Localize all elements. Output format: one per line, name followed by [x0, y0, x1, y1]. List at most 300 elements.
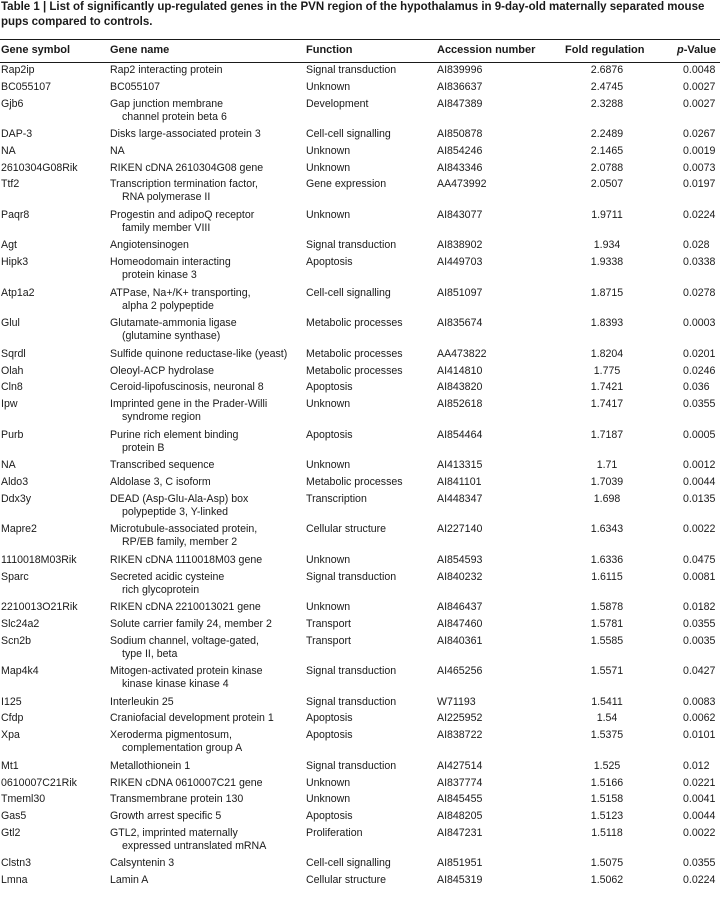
gene-name-line: RNA polymerase II — [122, 191, 211, 204]
gene-name-line: Imprinted gene in the Prader-Willi — [110, 398, 268, 411]
table-row — [0, 777, 720, 794]
p-value-cell: 0.012 — [683, 759, 710, 772]
gene-symbol-cell: Cfdp — [1, 712, 24, 725]
gene-name-cell — [110, 178, 258, 204]
gene-symbol-cell: Glul — [1, 317, 20, 330]
gene-name-cell — [110, 317, 237, 343]
table-row — [0, 571, 720, 602]
p-value-cell: 0.0224 — [683, 208, 716, 221]
fold-regulation-cell: 2.4745 — [590, 80, 624, 93]
gene-name-cell — [110, 493, 248, 519]
header-gene-name: Gene name — [110, 44, 170, 56]
table-row — [0, 618, 720, 635]
p-value-cell: 0.0081 — [683, 570, 716, 583]
gene-symbol-cell: Mapre2 — [1, 523, 37, 536]
gene-symbol-cell: Aldo3 — [1, 475, 29, 488]
function-cell: Cellular structure — [306, 874, 387, 887]
table-row — [0, 793, 720, 810]
fold-regulation-cell: 1.5571 — [590, 665, 624, 678]
gene-name-line: protein kinase 3 — [122, 269, 197, 282]
fold-regulation-cell: 1.6336 — [590, 553, 624, 566]
gene-name-line: Angiotensinogen — [110, 239, 189, 252]
gene-name-line: Purine rich element binding — [110, 428, 239, 441]
function-cell: Cell-cell signalling — [306, 286, 391, 299]
gene-name-cell — [110, 429, 238, 455]
accession-cell: AI837774 — [437, 776, 483, 789]
gene-name-line: Sulfide quinone reductase-like (yeast) — [110, 347, 288, 360]
table-row — [0, 810, 720, 827]
fold-regulation-cell: 1.5375 — [590, 729, 624, 742]
table-row — [0, 239, 720, 256]
fold-regulation-cell: 1.7421 — [590, 381, 624, 394]
function-cell: Development — [306, 97, 369, 110]
gene-name-line: GTL2, imprinted maternally — [110, 826, 238, 839]
gene-name-line: RIKEN cDNA 1110018M03 gene — [110, 553, 263, 566]
p-value-cell: 0.0197 — [683, 178, 716, 191]
function-cell: Signal transduction — [306, 759, 397, 772]
fold-regulation-cell: 2.0507 — [590, 178, 624, 191]
table-row — [0, 381, 720, 398]
function-cell: Apoptosis — [306, 256, 353, 269]
function-cell: Apoptosis — [306, 810, 353, 823]
gene-symbol-cell: Ipw — [1, 398, 18, 411]
function-cell: Transcription — [306, 492, 367, 505]
table-row — [0, 696, 720, 713]
function-cell: Transport — [306, 634, 351, 647]
gene-name-line: Solute carrier family 24, member 2 — [110, 617, 272, 630]
gene-symbol-cell: DAP-3 — [1, 128, 33, 141]
fold-regulation-cell: 1.6115 — [591, 570, 623, 583]
function-cell: Transport — [306, 617, 351, 630]
gene-name-line: Gap junction membrane — [110, 97, 224, 110]
function-cell: Metabolic processes — [306, 317, 403, 330]
accession-cell: AI414810 — [437, 364, 483, 377]
p-value-cell: 0.0182 — [683, 601, 716, 614]
table-row — [0, 64, 720, 81]
function-cell: Proliferation — [306, 826, 363, 839]
header-accession-number: Accession number — [437, 44, 536, 56]
gene-name-cell — [110, 162, 263, 175]
gene-name-line: Transcription termination factor, — [110, 178, 258, 191]
gene-name-cell — [110, 554, 262, 567]
gene-symbol-cell: Hipk3 — [1, 256, 29, 269]
p-value-cell: 0.0355 — [683, 857, 716, 870]
gene-name-cell — [110, 459, 214, 472]
accession-cell: AI465256 — [437, 665, 483, 678]
accession-cell: AI841101 — [437, 475, 482, 488]
gene-name-line: Ceroid-lipofuscinosis, neuronal 8 — [110, 381, 264, 394]
function-cell: Signal transduction — [306, 570, 397, 583]
function-cell: Unknown — [306, 793, 351, 806]
table-row — [0, 493, 720, 524]
function-cell: Metabolic processes — [306, 475, 403, 488]
fold-regulation-cell: 1.5166 — [590, 776, 624, 789]
fold-regulation-cell: 1.8204 — [590, 347, 624, 360]
gene-name-line: DEAD (Asp-Glu-Ala-Asp) box — [110, 492, 249, 505]
gene-symbol-cell: Cln8 — [1, 381, 23, 394]
table-row — [0, 554, 720, 571]
gene-name-cell — [110, 398, 267, 424]
p-value-cell: 0.0027 — [683, 80, 716, 93]
table-row — [0, 827, 720, 858]
table-row — [0, 81, 720, 98]
gene-name-cell — [110, 712, 274, 725]
accession-cell: AI851097 — [437, 286, 483, 299]
p-value-cell: 0.0475 — [683, 553, 716, 566]
fold-regulation-cell: 1.775 — [593, 364, 621, 377]
fold-regulation-cell: 1.525 — [593, 759, 621, 772]
fold-regulation-cell: 1.5123 — [590, 810, 624, 823]
fold-regulation-cell: 1.5062 — [590, 874, 624, 887]
accession-cell: AI225952 — [437, 712, 483, 725]
accession-cell: AI851951 — [437, 857, 483, 870]
caption-text: List of significantly up-regulated genes in the PVN region of the hypothalamus in 9-day-old maternally separated mouse pups compared to controls. — [1, 1, 705, 28]
accession-cell: AI847460 — [437, 617, 483, 630]
function-cell: Signal transduction — [306, 665, 397, 678]
fold-regulation-cell: 1.5411 — [591, 695, 623, 708]
gene-name-line: expressed untranslated mRNA — [122, 839, 267, 852]
gene-name-cell — [110, 874, 148, 887]
gene-symbol-cell: I125 — [1, 695, 22, 708]
gene-symbol-cell: Tmeml30 — [1, 793, 46, 806]
gene-name-line: Transmembrane protein 130 — [110, 793, 244, 806]
gene-name-line: Mitogen-activated protein kinase — [110, 665, 263, 678]
table-row — [0, 128, 720, 145]
header-gene-symbol: Gene symbol — [1, 44, 71, 56]
p-value-cell: 0.0083 — [683, 695, 716, 708]
header-p-value — [677, 44, 716, 57]
gene-symbol-cell: Xpa — [1, 729, 20, 742]
p-value-cell: 0.0048 — [683, 64, 716, 76]
table-row — [0, 162, 720, 179]
table-row — [0, 760, 720, 777]
function-cell: Metabolic processes — [306, 347, 403, 360]
fold-regulation-cell: 1.7187 — [590, 428, 624, 441]
fold-regulation-cell: 1.7039 — [590, 475, 624, 488]
fold-regulation-cell: 1.5075 — [590, 857, 624, 870]
function-cell: Cellular structure — [306, 523, 387, 536]
gene-symbol-cell: Agt — [1, 239, 17, 252]
p-value-cell: 0.0267 — [683, 128, 716, 141]
function-cell: Unknown — [306, 776, 351, 789]
accession-cell: AI843820 — [437, 381, 483, 394]
fold-regulation-cell: 1.5585 — [590, 634, 624, 647]
top-rule — [0, 39, 720, 40]
p-value-cell: 0.0044 — [683, 475, 716, 488]
function-cell: Apoptosis — [306, 428, 353, 441]
gene-symbol-cell: Slc24a2 — [1, 617, 40, 630]
fold-regulation-cell: 2.0788 — [590, 161, 624, 174]
fold-regulation-cell: 1.698 — [593, 492, 621, 505]
accession-cell: AI845319 — [437, 874, 483, 887]
accession-cell: W71193 — [437, 695, 476, 708]
gene-name-line: NA — [110, 144, 125, 157]
accession-cell: AI847231 — [437, 826, 483, 839]
gene-name-cell — [110, 760, 190, 773]
gene-name-line: Xeroderma pigmentosum, — [110, 729, 232, 742]
gene-symbol-cell: 1110018M03Rik — [1, 553, 77, 566]
p-value-cell: 0.0338 — [683, 256, 716, 269]
gene-symbol-cell: Ttf2 — [1, 178, 20, 191]
gene-name-line: type II, beta — [122, 647, 178, 660]
accession-cell: AI850878 — [437, 128, 483, 141]
header-rule — [0, 62, 720, 63]
gene-name-cell — [110, 256, 231, 282]
gene-symbol-cell: Sqrdl — [1, 347, 26, 360]
table-row — [0, 476, 720, 493]
gene-name-cell — [110, 64, 222, 77]
p-value-cell: 0.0278 — [683, 286, 716, 299]
accession-cell: AI846437 — [437, 601, 483, 614]
gene-name-cell — [110, 696, 174, 709]
p-value-cell: 0.0246 — [683, 364, 716, 377]
p-value-cell: 0.0073 — [683, 161, 716, 174]
gene-name-line: Transcribed sequence — [110, 459, 215, 472]
gene-symbol-cell: BC055107 — [1, 80, 52, 93]
p-value-cell: 0.0224 — [683, 874, 716, 887]
fold-regulation-cell: 1.5878 — [590, 601, 624, 614]
gene-name-line: BC055107 — [110, 80, 161, 93]
p-value-cell: 0.0101 — [683, 729, 716, 742]
function-cell: Metabolic processes — [306, 364, 403, 377]
table-row — [0, 287, 720, 318]
gene-name-cell — [110, 476, 211, 489]
gene-name-cell — [110, 635, 259, 661]
table-row — [0, 145, 720, 162]
table-row — [0, 712, 720, 729]
p-value-cell: 0.0135 — [683, 492, 716, 505]
accession-cell: AI852618 — [437, 398, 483, 411]
function-cell: Cell-cell signalling — [306, 128, 391, 141]
gene-name-line: RIKEN cDNA 2210013021 gene — [110, 601, 261, 614]
header-p-rest: -Value — [683, 44, 717, 56]
accession-cell: AI854464 — [437, 428, 483, 441]
accession-cell: AI840361 — [437, 634, 483, 647]
table-row — [0, 98, 720, 129]
table-row — [0, 209, 720, 240]
gene-symbol-cell: Paqr8 — [1, 208, 30, 221]
gene-name-cell — [110, 128, 261, 141]
fold-regulation-cell: 1.5118 — [591, 826, 623, 839]
gene-name-line: RIKEN cDNA 0610007C21 gene — [110, 776, 263, 789]
fold-regulation-cell: 1.934 — [593, 239, 621, 252]
p-value-cell: 0.0003 — [683, 317, 716, 330]
accession-cell: AI847389 — [437, 97, 483, 110]
fold-regulation-cell: 2.1465 — [590, 144, 624, 157]
fold-regulation-cell: 2.6876 — [590, 64, 624, 76]
gene-symbol-cell: Scn2b — [1, 634, 32, 647]
function-cell: Unknown — [306, 459, 351, 472]
gene-name-line: channel protein beta 6 — [122, 110, 227, 123]
gene-name-cell — [110, 857, 174, 870]
gene-symbol-cell: Gas5 — [1, 810, 27, 823]
gene-symbol-cell: Atp1a2 — [1, 286, 35, 299]
gene-name-line: Interleukin 25 — [110, 695, 174, 708]
function-cell: Gene expression — [306, 178, 387, 191]
gene-name-line: Microtubule-associated protein, — [110, 523, 258, 536]
p-value-cell: 0.0027 — [683, 97, 716, 110]
table-row — [0, 857, 720, 874]
gene-symbol-cell: Purb — [1, 428, 24, 441]
table-row — [0, 459, 720, 476]
p-value-cell: 0.0062 — [683, 712, 716, 725]
gene-name-line: RIKEN cDNA 2610304G08 gene — [110, 161, 264, 174]
accession-cell: AI854246 — [437, 144, 483, 157]
accession-cell: AI836637 — [437, 80, 483, 93]
gene-name-line: ATPase, Na+/K+ transporting, — [110, 286, 251, 299]
accession-cell: AI427514 — [437, 759, 483, 772]
gene-name-line: alpha 2 polypeptide — [122, 299, 214, 312]
fold-regulation-cell: 1.8715 — [590, 286, 624, 299]
p-value-cell: 0.0044 — [683, 810, 716, 823]
p-value-cell: 0.0427 — [683, 665, 716, 678]
function-cell: Signal transduction — [306, 239, 397, 252]
gene-symbol-cell: Olah — [1, 364, 24, 377]
gene-name-line: Rap2 interacting protein — [110, 64, 223, 76]
gene-name-line: complementation group A — [122, 742, 243, 755]
gene-symbol-cell: Mt1 — [1, 759, 19, 772]
gene-name-line: family member VIII — [122, 221, 211, 234]
p-value-cell: 0.0012 — [683, 459, 716, 472]
p-value-cell: 0.0221 — [683, 776, 716, 789]
gene-name-line: Secreted acidic cysteine — [110, 570, 225, 583]
gene-name-cell — [110, 793, 243, 806]
gene-symbol-cell: 0610007C21Rik — [1, 776, 77, 789]
gene-symbol-cell: Ddx3y — [1, 492, 32, 505]
gene-name-line: Progestin and adipoQ receptor — [110, 208, 255, 221]
accession-cell: AI448347 — [437, 492, 483, 505]
p-value-cell: 0.0355 — [683, 617, 716, 630]
gene-name-cell — [110, 729, 242, 755]
fold-regulation-cell: 1.9711 — [591, 208, 623, 221]
gene-name-line: Calsyntenin 3 — [110, 857, 175, 870]
function-cell: Unknown — [306, 80, 351, 93]
gene-name-line: (glutamine synthase) — [122, 330, 221, 343]
gene-name-cell — [110, 381, 264, 394]
gene-name-cell — [110, 348, 287, 361]
gene-symbol-cell: Clstn3 — [1, 857, 32, 870]
accession-cell: AI848205 — [437, 810, 483, 823]
gene-name-line: kinase kinase kinase 4 — [122, 678, 229, 691]
gene-name-line: Homeodomain interacting — [110, 256, 231, 269]
fold-regulation-cell: 1.9338 — [590, 256, 624, 269]
gene-name-cell — [110, 287, 251, 313]
gene-name-cell — [110, 665, 263, 691]
gene-name-line: syndrome region — [122, 411, 201, 424]
p-value-cell: 0.0041 — [683, 793, 716, 806]
function-cell: Unknown — [306, 208, 351, 221]
accession-cell: AI835674 — [437, 317, 483, 330]
gene-symbol-cell: Map4k4 — [1, 665, 39, 678]
fold-regulation-cell: 1.7417 — [590, 398, 624, 411]
table-row — [0, 348, 720, 365]
gene-name-line: Aldolase 3, C isoform — [110, 475, 211, 488]
function-cell: Unknown — [306, 161, 351, 174]
gene-name-line: Glutamate-ammonia ligase — [110, 317, 237, 330]
p-value-cell: 0.0022 — [683, 523, 716, 536]
accession-cell: AI840232 — [437, 570, 483, 583]
table-caption — [0, 0, 717, 30]
function-cell: Cell-cell signalling — [306, 857, 391, 870]
table-row — [0, 178, 720, 209]
gene-name-line: rich glycoprotein — [122, 583, 200, 596]
fold-regulation-cell: 1.5158 — [590, 793, 624, 806]
table-row — [0, 523, 720, 554]
accession-cell: AI839996 — [437, 64, 483, 76]
function-cell: Signal transduction — [306, 695, 397, 708]
table-row — [0, 317, 720, 348]
function-cell: Unknown — [306, 553, 351, 566]
gene-symbol-cell: 2210013O21Rik — [1, 601, 78, 614]
gene-name-cell — [110, 81, 160, 94]
table-row — [0, 429, 720, 460]
gene-name-cell — [110, 810, 221, 823]
accession-cell: AI854593 — [437, 553, 483, 566]
gene-name-cell — [110, 827, 266, 853]
function-cell: Signal transduction — [306, 64, 397, 76]
gene-name-cell — [110, 618, 272, 631]
accession-cell: AA473822 — [437, 347, 487, 360]
gene-name-cell — [110, 209, 254, 235]
gene-name-line: Oleoyl-ACP hydrolase — [110, 364, 215, 377]
gene-name-cell — [110, 777, 263, 790]
gene-symbol-cell: NA — [1, 144, 16, 157]
gene-name-line: Lamin A — [110, 874, 149, 887]
gene-symbol-cell: 2610304G08Rik — [1, 161, 78, 174]
gene-name-line: Growth arrest specific 5 — [110, 810, 222, 823]
p-value-cell: 0.0005 — [683, 428, 716, 441]
fold-regulation-cell: 1.71 — [596, 459, 618, 472]
fold-regulation-cell: 2.3288 — [590, 97, 624, 110]
p-value-cell: 0.0019 — [683, 144, 716, 157]
gene-name-line: Metallothionein 1 — [110, 759, 191, 772]
gene-symbol-cell: Gtl2 — [1, 826, 21, 839]
function-cell: Apoptosis — [306, 729, 353, 742]
table-row — [0, 365, 720, 382]
p-value-cell: 0.028 — [683, 239, 710, 252]
function-cell: Unknown — [306, 601, 351, 614]
header-fold-regulation: Fold regulation — [565, 44, 645, 56]
function-cell: Apoptosis — [306, 712, 353, 725]
p-value-cell: 0.0022 — [683, 826, 716, 839]
p-value-cell: 0.0355 — [683, 398, 716, 411]
gene-name-line: Disks large-associated protein 3 — [110, 128, 261, 141]
accession-cell: AI227140 — [437, 523, 483, 536]
gene-name-cell — [110, 365, 214, 378]
p-value-cell: 0.036 — [683, 381, 710, 394]
fold-regulation-cell: 1.5781 — [590, 617, 624, 630]
p-value-cell: 0.0201 — [683, 347, 716, 360]
p-value-cell: 0.0035 — [683, 634, 716, 647]
header-p-italic: p — [677, 44, 684, 56]
accession-cell: AI449703 — [437, 256, 483, 269]
gene-name-line: protein B — [122, 441, 165, 454]
table-row — [0, 665, 720, 696]
gene-symbol-cell: Sparc — [1, 570, 29, 583]
table-row — [0, 729, 720, 760]
gene-name-line: Craniofacial development protein 1 — [110, 712, 274, 725]
accession-cell: AI413315 — [437, 459, 483, 472]
function-cell: Unknown — [306, 398, 351, 411]
caption-label: Table 1 | — [1, 1, 47, 13]
gene-symbol-cell: NA — [1, 459, 16, 472]
accession-cell: AI838902 — [437, 239, 483, 252]
fold-regulation-cell: 1.8393 — [590, 317, 624, 330]
gene-name-line: Sodium channel, voltage-gated, — [110, 634, 260, 647]
gene-name-cell — [110, 239, 189, 252]
accession-cell: AI838722 — [437, 729, 483, 742]
accession-cell: AI845455 — [437, 793, 483, 806]
